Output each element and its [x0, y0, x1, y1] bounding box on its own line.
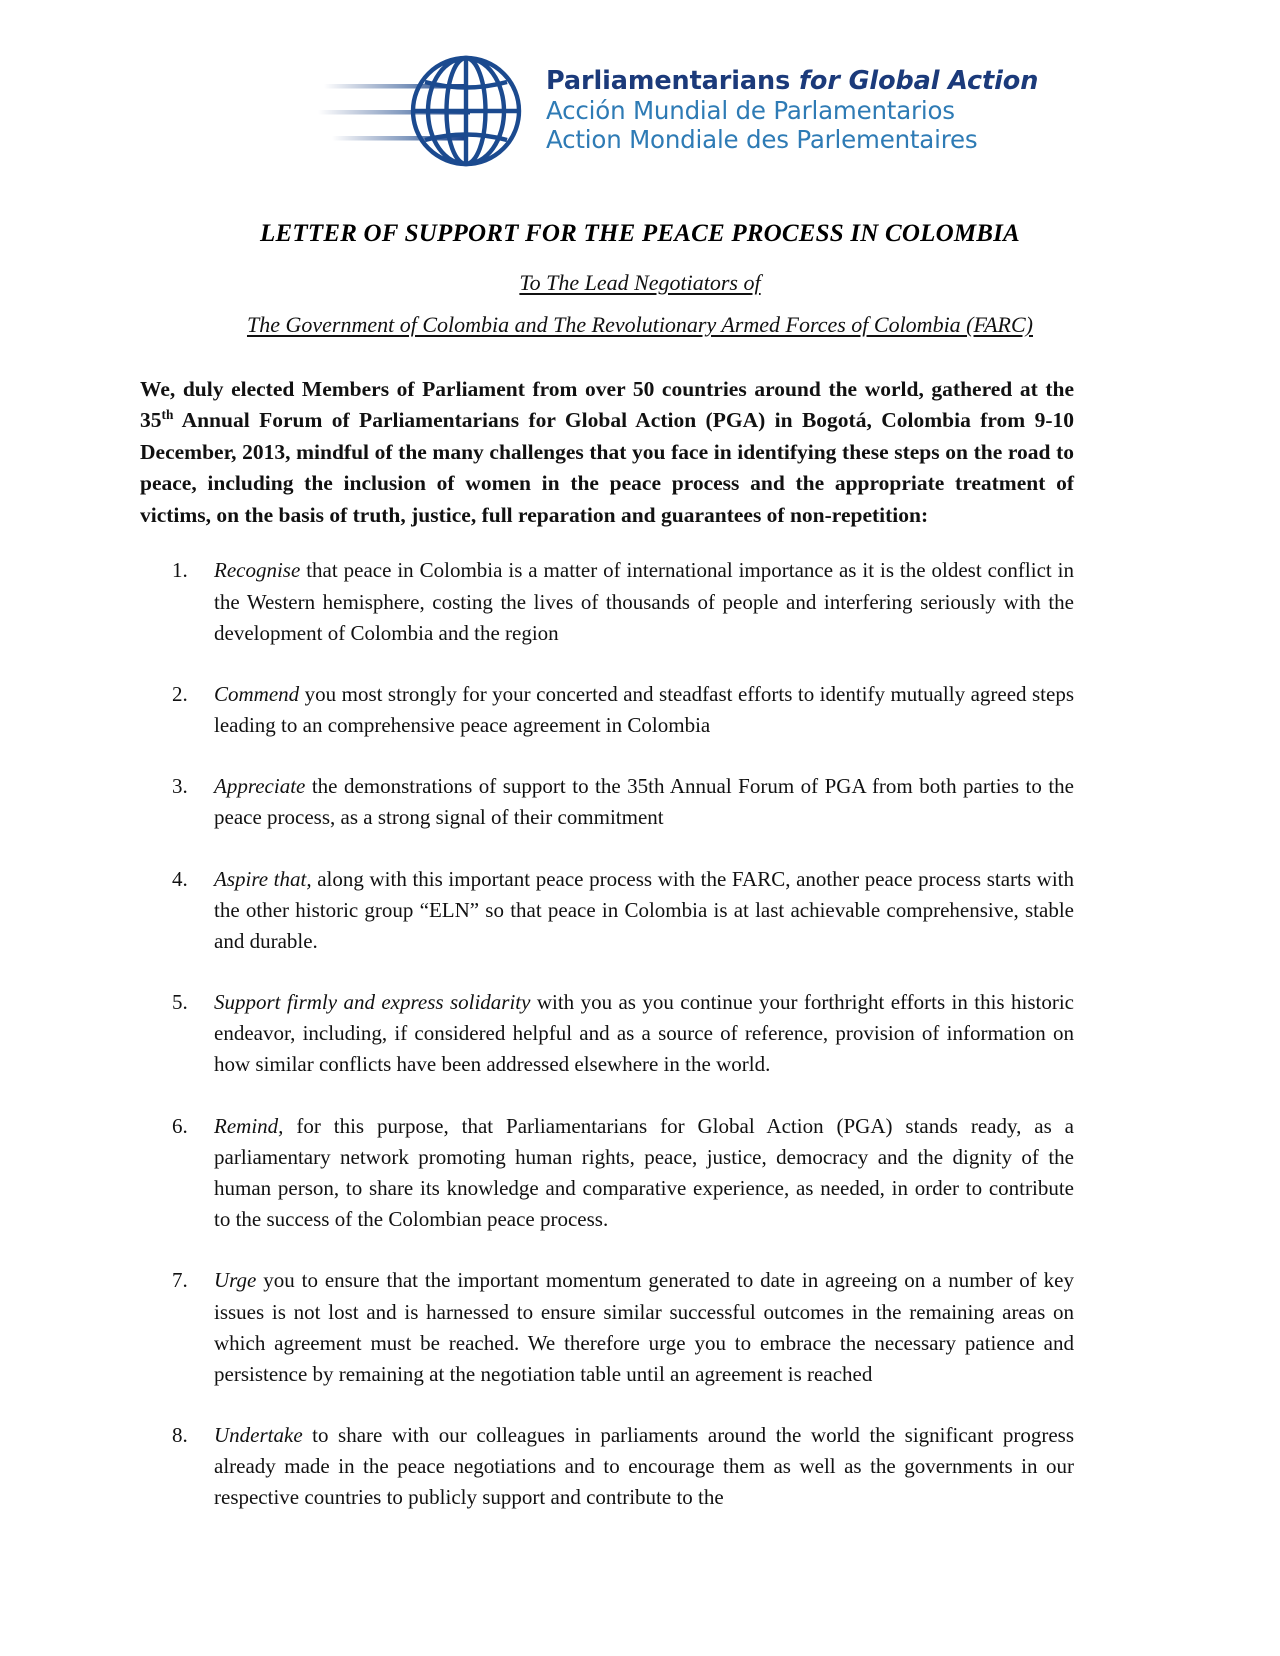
clause-item [140, 1111, 1074, 1236]
clause-lead-word: Support firmly and express solidarity [214, 990, 531, 1015]
clause-lead-word: Urge [214, 1268, 257, 1293]
addressee-line-2 [0, 312, 1280, 338]
intro-paragraph [140, 374, 1074, 531]
clause-text: you to ensure that the important momentum generated to date in agreeing on a number of key issues is not lost and is harnessed to ensure similar successful outcomes in the remaining areas on which agreement must be reached. We therefore urge you to embrace the necessary patience and persistence by remaining at the negotiation table until an agreement is reached [214, 1268, 1074, 1386]
clause-text: the demonstrations of support to the 35th Annual Forum of PGA from both parties to the peace process, as a strong signal of their commitment [214, 774, 1074, 830]
clause-item [140, 864, 1074, 958]
addressee-line-1-text: To The Lead Negotiators of [519, 270, 761, 295]
org-name-spanish: Acción Mundial de Parlamentarios [546, 96, 955, 126]
letterhead [0, 52, 1280, 172]
org-name-english [546, 67, 1038, 97]
globe-icon [318, 52, 540, 170]
title-block [0, 220, 1280, 338]
clause-lead-word: Recognise [214, 558, 301, 583]
clause-lead-word: Appreciate [214, 774, 306, 799]
clause-text: you most strongly for your concerted and steadfast efforts to identify mutually agreed steps leading to an comprehensive peace agreement in Colombia [214, 681, 1074, 738]
ordinal-superscript: th [161, 407, 174, 423]
org-name-english-italic: for Global Action [798, 66, 1039, 97]
page-title: LETTER OF SUPPORT FOR THE PEACE PROCESS IN COLOMBIA [260, 220, 1020, 247]
clause-text: along with this important peace process with the FARC, another peace process starts with the other historic group “ELN” so that peace in Colombia is at last achievable comprehensive, stable and durable. [214, 866, 1074, 953]
clause-item [140, 1265, 1074, 1390]
addressee-line-1 [0, 270, 1280, 296]
clause-lead-word: Commend [214, 681, 300, 706]
intro-part-1: We, duly elected Members of Parliament from over 50 countries around the world, gathered at the 35 [140, 377, 1074, 433]
intro-part-2: Annual Forum of Parliamentarians for Global Action (PGA) in Bogotá, Colombia from 9-10 December, 2013, mindful of the many challenges that you face in identifying these steps on the road to peace, including the inclusion of women in the peace process and the appropriate treatment of victims, on the basis of truth, justice, full reparation and guarantees of non-repetition: [140, 408, 1074, 527]
clause-item [140, 1420, 1074, 1514]
letter-body [140, 374, 1074, 1514]
clause-item [140, 555, 1074, 649]
clause-list [140, 555, 1074, 1513]
org-name-french: Action Mondiale des Parlementaires [546, 124, 978, 154]
clause-text: with you as you continue your forthright efforts in this historic endeavor, including, if considered helpful and as a source of reference, provision of information on how similar conflicts have been addressed elsewhere in the world. [214, 990, 1074, 1077]
clause-lead-word: Undertake [214, 1423, 303, 1448]
clause-item [140, 987, 1074, 1081]
clause-text: that peace in Colombia is a matter of international importance as it is the oldest conflict in the Western hemisphere, costing the lives of thousands of people and interfering seriously with the development of Colombia and the region [214, 558, 1074, 645]
organization-logo [318, 52, 1038, 170]
clause-lead-word: Aspire that, [214, 866, 312, 891]
clause-text: for this purpose, that Parliamentarians for Global Action (PGA) stands ready, as a parliamentary network promoting human rights, peace, justice, democracy and the dignity of the human person, to share its knowledge and comparative experience, as needed, in order to contribute to the success of the Colombian peace process. [214, 1113, 1074, 1232]
clause-text: to share with our colleagues in parliaments around the world the significant progress already made in the peace negotiations and to encourage them as well as the governments in our respective countries to publicly support and contribute to the [214, 1423, 1074, 1510]
org-name-english-prefix: Parliamentarians [546, 66, 799, 97]
addressee-line-2-text: The Government of Colombia and The Revolutionary Armed Forces of Colombia (FARC) [246, 312, 1033, 337]
organization-name-block [546, 67, 1038, 154]
clause-item [140, 771, 1074, 833]
clause-item [140, 679, 1074, 741]
clause-lead-word: Remind, [214, 1113, 284, 1138]
